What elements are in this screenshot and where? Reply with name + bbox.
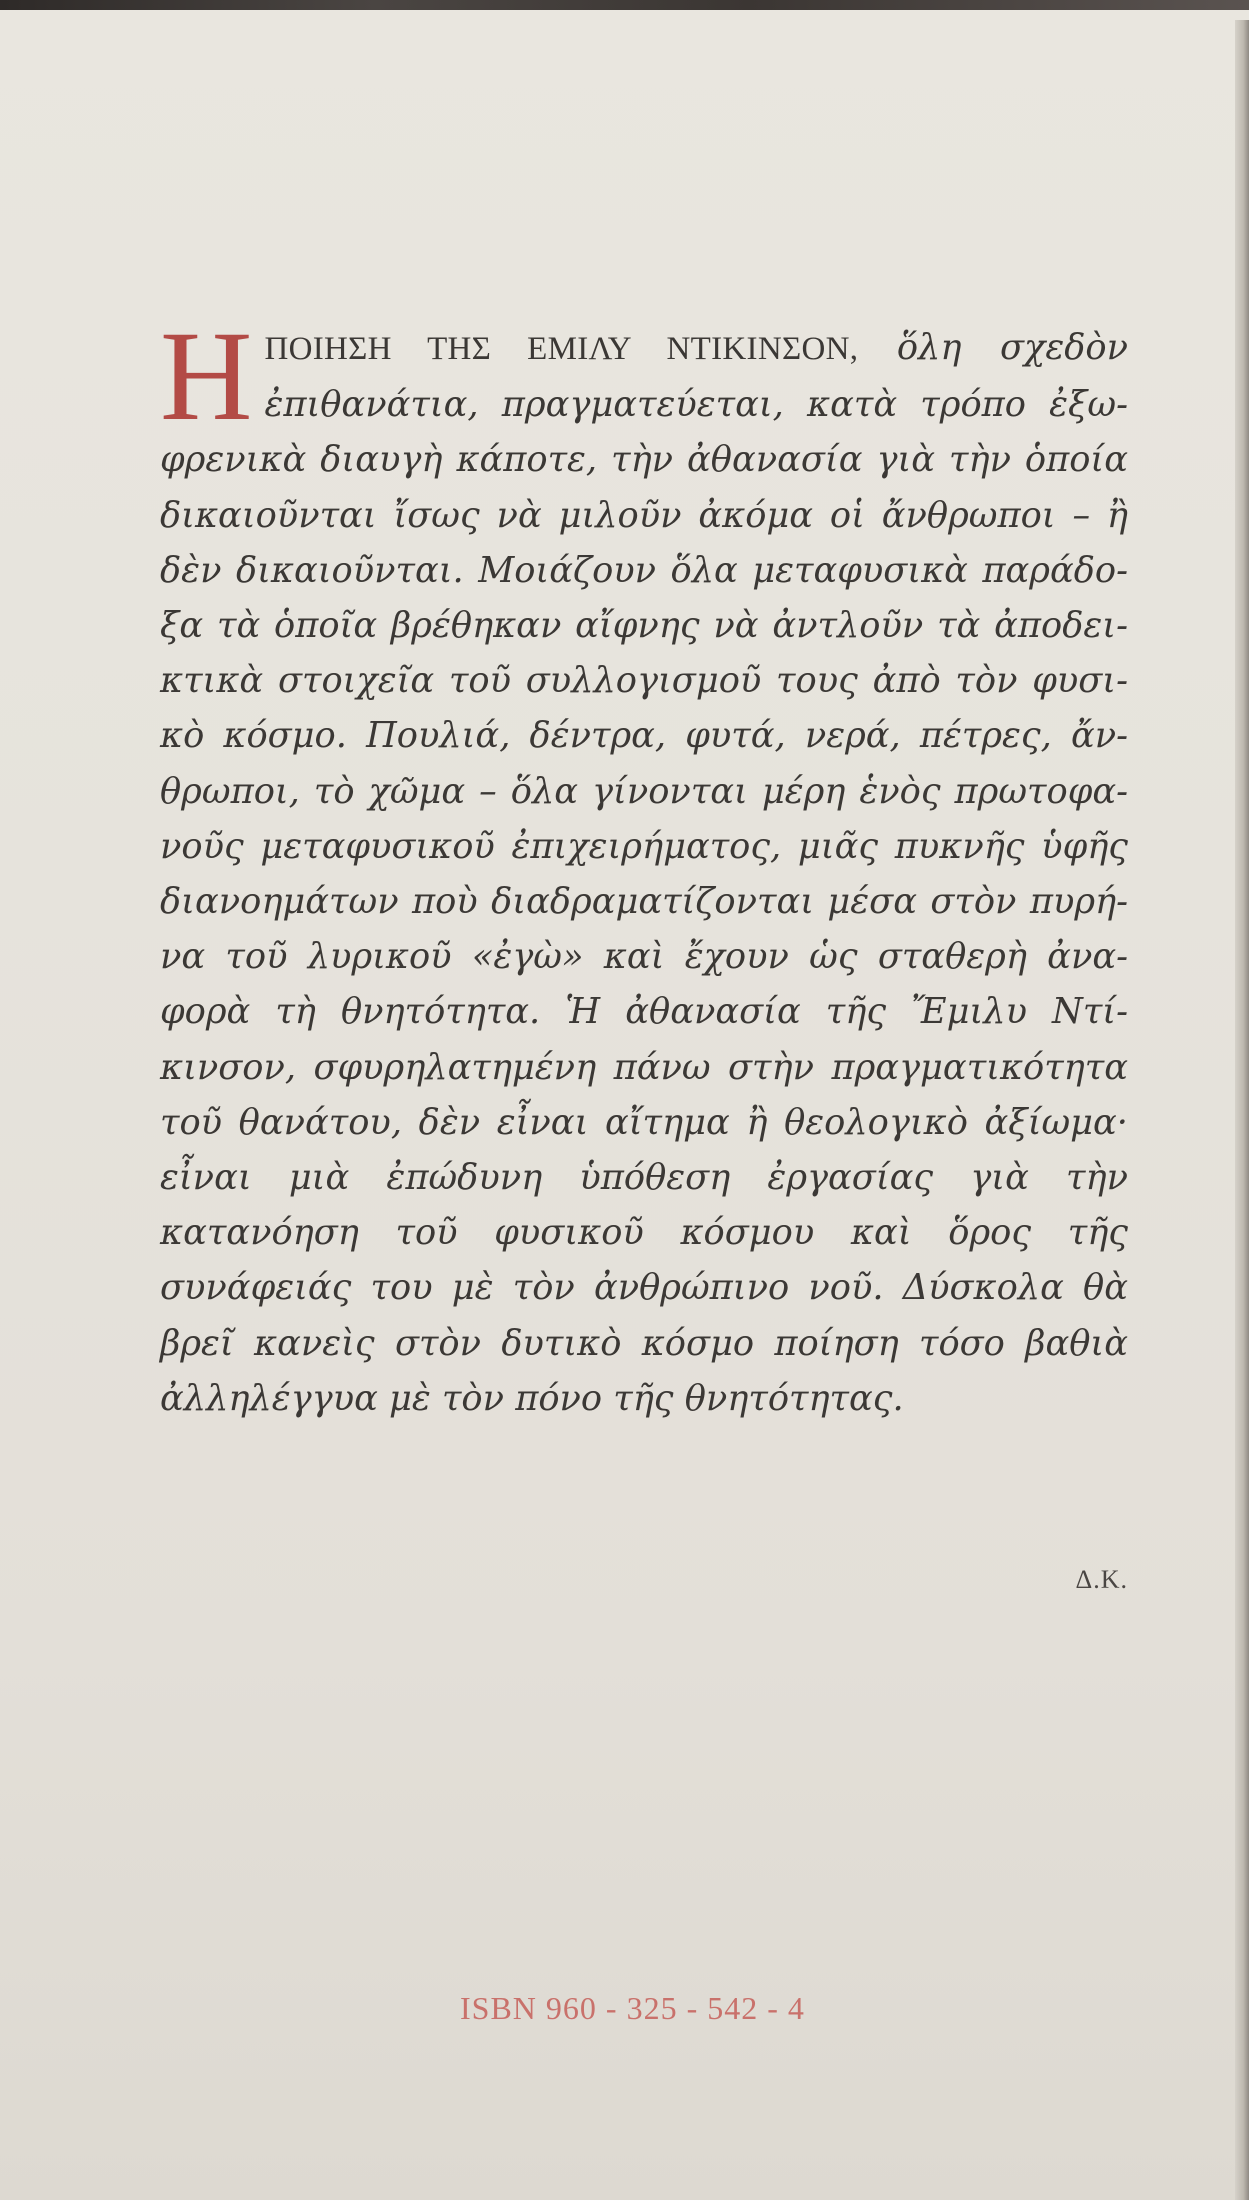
blurb-lead-in: ΠΟΙΗΣΗ ΤΗΣ ΕΜΙΛΥ ΝΤΙΚΙΝΣΟΝ, bbox=[264, 331, 859, 367]
book-back-cover bbox=[0, 10, 1249, 2200]
background-edge-top bbox=[0, 0, 1249, 10]
blurb-text: ὅλη σχεδὸν ἐπιθανάτια, πραγματεύεται, κατὰ τρόπο ἐξωφρενικὰ διαυγὴ κάποτε, τὴν ἀθανασία γιὰ τὴν ὁποία δικαιοῦνται ἴσως νὰ μιλοῦν ἀκόμα οἱ ἄνθρωποι – ἢ δὲν δικαιοῦνται. Μοιάζουν ὅλα μεταφυσικὰ παράδοξα τὰ ὁποῖα βρέθηκαν αἴφνης νὰ ἀντλοῦν τὰ ἀποδεικτικὰ στοιχεῖα τοῦ συλλογισμοῦ τους ἀπὸ τὸν φυσικὸ κόσμο. Πουλιά, δέντρα, φυτά, νερά, πέτρες, ἄνθρωποι, τὸ χῶμα – ὅλα γίνονται μέρη ἑνὸς πρωτοφανοῦς μεταφυσικοῦ ἐπιχειρήματος, μιᾶς πυκνῆς ὑφῆς διανοημάτων ποὺ διαδραματίζονται μέσα στὸν πυρήνα τοῦ λυρικοῦ «ἐγὼ» καὶ ἔχουν ὡς σταθερὴ ἀναφορὰ τὴ θνητότητα. Ἡ ἀθανασία τῆς Ἔμιλυ Ντίκινσον, σφυρηλατημένη πάνω στὴν πραγματικότητα τοῦ θανάτου, δὲν εἶναι αἴτημα ἢ θεολογικὸ ἀξίωμα· εἶναι μιὰ ἐπώδυνη ὑπόθεση ἐργασίας γιὰ τὴν κατανόηση τοῦ φυσικοῦ κόσμου καὶ ὅρος τῆς συνάφειάς του μὲ τὸν ἀνθρώπινο νοῦ. Δύσκολα θὰ βρεῖ κανεὶς στὸν δυτικὸ κόσμο ποίηση τόσο βαθιὰ ἀλληλέγγυα μὲ τὸν πόνο τῆς θνητότητας. bbox=[160, 327, 1128, 1419]
author-initials: Δ.Κ. bbox=[1075, 1565, 1128, 1594]
blurb-paragraph bbox=[160, 305, 1128, 1426]
cover-spine-edge bbox=[1235, 20, 1249, 2200]
drop-cap: Η bbox=[160, 305, 253, 447]
isbn-number: ISBN 960 - 325 - 542 - 4 bbox=[460, 1990, 805, 2026]
